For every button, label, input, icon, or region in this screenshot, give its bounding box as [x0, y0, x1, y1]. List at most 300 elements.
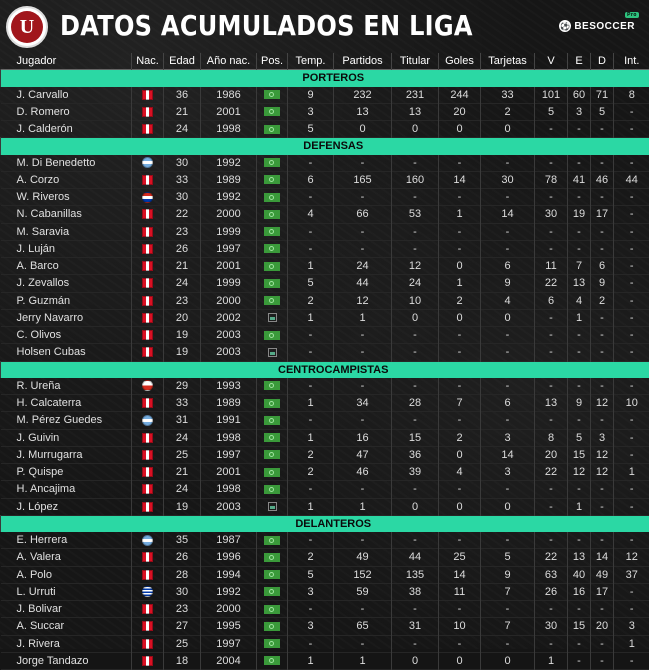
peru-flag-icon: [142, 107, 153, 117]
position-icon: [264, 570, 280, 579]
position-icon: [264, 605, 280, 614]
player-name: R. Ureña: [1, 378, 132, 395]
argentina-flag-icon: [142, 535, 153, 546]
tarjetas-cell: -: [481, 240, 535, 257]
player-name: A. Succar: [1, 618, 132, 635]
nationality-cell: [132, 446, 164, 463]
peru-flag-icon: [142, 90, 153, 100]
partidos-cell: 65: [334, 618, 392, 635]
peru-flag-icon: [142, 570, 153, 580]
age-cell: 30: [164, 189, 201, 206]
peru-flag-icon: [142, 330, 153, 340]
nationality-cell: [132, 412, 164, 429]
d-cell: 9: [591, 275, 614, 292]
partidos-cell: 1: [334, 309, 392, 326]
titular-cell: -: [392, 481, 439, 498]
partidos-cell: 232: [334, 87, 392, 104]
e-cell: 19: [568, 206, 591, 223]
v-cell: -: [535, 378, 568, 395]
stats-table: [0, 53, 649, 670]
table-row: [1, 327, 649, 344]
partidos-cell: -: [334, 601, 392, 618]
partidos-cell: 49: [334, 549, 392, 566]
e-cell: -: [568, 155, 591, 172]
argentina-flag-icon: [142, 157, 153, 168]
nationality-cell: [132, 103, 164, 120]
broken-image-icon: [268, 313, 277, 322]
d-cell: -: [591, 601, 614, 618]
temp-cell: -: [288, 344, 334, 361]
v-cell: -: [535, 155, 568, 172]
position-cell: [257, 171, 288, 188]
v-cell: 78: [535, 171, 568, 188]
tarjetas-cell: 30: [481, 171, 535, 188]
e-cell: -: [568, 240, 591, 257]
int-cell: -: [614, 309, 649, 326]
nationality-cell: [132, 189, 164, 206]
age-cell: 21: [164, 103, 201, 120]
titular-cell: 53: [392, 206, 439, 223]
e-cell: 13: [568, 549, 591, 566]
position-cell: [257, 258, 288, 275]
birth-year-cell: 1997: [201, 635, 257, 652]
position-icon: [264, 90, 280, 99]
nationality-cell: [132, 429, 164, 446]
player-name: J. Rivera: [1, 635, 132, 652]
age-cell: 27: [164, 618, 201, 635]
d-cell: 12: [591, 464, 614, 481]
nationality-cell: [132, 206, 164, 223]
e-cell: -: [568, 189, 591, 206]
position-cell: [257, 309, 288, 326]
position-icon: [264, 468, 280, 477]
titular-cell: 0: [392, 498, 439, 515]
col-jugador: Jugador: [1, 53, 132, 70]
section-title: DEFENSAS: [1, 138, 649, 155]
titular-cell: 28: [392, 395, 439, 412]
v-cell: -: [535, 532, 568, 549]
int-cell: 1: [614, 635, 649, 652]
int-cell: -: [614, 652, 649, 669]
titular-cell: 39: [392, 464, 439, 481]
int-cell: 10: [614, 395, 649, 412]
table-row: [1, 171, 649, 188]
peru-flag-icon: [142, 398, 153, 408]
titular-cell: 231: [392, 87, 439, 104]
birth-year-cell: 2001: [201, 464, 257, 481]
v-cell: 22: [535, 464, 568, 481]
temp-cell: -: [288, 327, 334, 344]
position-cell: [257, 189, 288, 206]
temp-cell: 2: [288, 464, 334, 481]
player-name: H. Calcaterra: [1, 395, 132, 412]
goles-cell: 0: [439, 498, 481, 515]
temp-cell: 6: [288, 171, 334, 188]
position-icon: [264, 210, 280, 219]
tarjetas-cell: 3: [481, 429, 535, 446]
player-name: Jerry Navarro: [1, 309, 132, 326]
int-cell: -: [614, 327, 649, 344]
temp-cell: 9: [288, 87, 334, 104]
table-row: [1, 464, 649, 481]
peru-flag-icon: [142, 296, 153, 306]
titular-cell: 44: [392, 549, 439, 566]
tarjetas-cell: -: [481, 412, 535, 429]
col-nac: Nac.: [132, 53, 164, 70]
e-cell: 1: [568, 498, 591, 515]
tarjetas-cell: 0: [481, 309, 535, 326]
table-row: [1, 412, 649, 429]
v-cell: 22: [535, 549, 568, 566]
player-name: A. Polo: [1, 566, 132, 583]
peru-flag-icon: [142, 433, 153, 443]
table-row: [1, 292, 649, 309]
birth-year-cell: 2004: [201, 652, 257, 669]
table-row: [1, 583, 649, 600]
header: [0, 0, 649, 54]
temp-cell: 5: [288, 121, 334, 138]
goles-cell: 10: [439, 618, 481, 635]
nationality-cell: [132, 618, 164, 635]
position-cell: [257, 87, 288, 104]
birth-year-cell: 1995: [201, 618, 257, 635]
tarjetas-cell: -: [481, 601, 535, 618]
section-title: DELANTEROS: [1, 515, 649, 532]
birth-year-cell: 2000: [201, 206, 257, 223]
e-cell: 5: [568, 429, 591, 446]
nationality-cell: [132, 378, 164, 395]
age-cell: 25: [164, 635, 201, 652]
goles-cell: -: [439, 327, 481, 344]
brand-tag: Pro: [625, 12, 639, 18]
position-icon: [264, 158, 280, 167]
player-name: J. Bolivar: [1, 601, 132, 618]
nationality-cell: [132, 327, 164, 344]
goles-cell: -: [439, 189, 481, 206]
table-row: [1, 309, 649, 326]
tarjetas-cell: 9: [481, 275, 535, 292]
tarjetas-cell: 6: [481, 395, 535, 412]
birth-year-cell: 1992: [201, 583, 257, 600]
v-cell: -: [535, 635, 568, 652]
birth-year-cell: 2001: [201, 258, 257, 275]
section-header-defensas: [1, 138, 649, 155]
v-cell: -: [535, 240, 568, 257]
goles-cell: 0: [439, 446, 481, 463]
int-cell: -: [614, 481, 649, 498]
position-icon: [264, 450, 280, 459]
d-cell: -: [591, 532, 614, 549]
v-cell: 26: [535, 583, 568, 600]
tarjetas-cell: 14: [481, 206, 535, 223]
partidos-cell: -: [334, 378, 392, 395]
e-cell: 15: [568, 446, 591, 463]
temp-cell: -: [288, 223, 334, 240]
int-cell: -: [614, 446, 649, 463]
table-row: [1, 635, 649, 652]
tarjetas-cell: -: [481, 155, 535, 172]
v-cell: -: [535, 189, 568, 206]
d-cell: -: [591, 240, 614, 257]
nationality-cell: [132, 309, 164, 326]
section-header-centrocampistas: [1, 361, 649, 378]
v-cell: 5: [535, 103, 568, 120]
age-cell: 33: [164, 395, 201, 412]
goles-cell: -: [439, 344, 481, 361]
birth-year-cell: 2003: [201, 498, 257, 515]
d-cell: 5: [591, 103, 614, 120]
tarjetas-cell: 3: [481, 464, 535, 481]
position-icon: [264, 279, 280, 288]
nationality-cell: [132, 121, 164, 138]
tarjetas-cell: 7: [481, 583, 535, 600]
titular-cell: 135: [392, 566, 439, 583]
goles-cell: -: [439, 240, 481, 257]
temp-cell: 1: [288, 258, 334, 275]
partidos-cell: 152: [334, 566, 392, 583]
player-name: J. Luján: [1, 240, 132, 257]
uruguay-flag-icon: [142, 586, 153, 597]
d-cell: 17: [591, 583, 614, 600]
e-cell: 4: [568, 292, 591, 309]
player-name: N. Cabanillas: [1, 206, 132, 223]
table-row: [1, 618, 649, 635]
titular-cell: 12: [392, 258, 439, 275]
temp-cell: 1: [288, 429, 334, 446]
position-cell: [257, 240, 288, 257]
d-cell: -: [591, 327, 614, 344]
int-cell: 12: [614, 549, 649, 566]
position-icon: [264, 296, 280, 305]
d-cell: 12: [591, 395, 614, 412]
partidos-cell: 47: [334, 446, 392, 463]
nationality-cell: [132, 171, 164, 188]
d-cell: -: [591, 223, 614, 240]
goles-cell: 20: [439, 103, 481, 120]
peru-flag-icon: [142, 209, 153, 219]
d-cell: 17: [591, 206, 614, 223]
position-icon: [264, 331, 280, 340]
birth-year-cell: 1987: [201, 532, 257, 549]
position-cell: [257, 155, 288, 172]
temp-cell: 2: [288, 292, 334, 309]
age-cell: 25: [164, 446, 201, 463]
int-cell: 44: [614, 171, 649, 188]
d-cell: -: [591, 344, 614, 361]
player-name: J. Calderón: [1, 121, 132, 138]
titular-cell: 0: [392, 309, 439, 326]
position-cell: [257, 652, 288, 669]
player-name: L. Urruti: [1, 583, 132, 600]
titular-cell: 36: [392, 446, 439, 463]
v-cell: 20: [535, 446, 568, 463]
goles-cell: 0: [439, 309, 481, 326]
titular-cell: 0: [392, 652, 439, 669]
tarjetas-cell: -: [481, 344, 535, 361]
d-cell: 6: [591, 258, 614, 275]
peru-flag-icon: [142, 347, 153, 357]
nationality-cell: [132, 223, 164, 240]
titular-cell: 31: [392, 618, 439, 635]
birth-year-cell: 2000: [201, 601, 257, 618]
nationality-cell: [132, 652, 164, 669]
peru-flag-icon: [142, 227, 153, 237]
col-v: V: [535, 53, 568, 70]
goles-cell: 25: [439, 549, 481, 566]
temp-cell: 1: [288, 498, 334, 515]
titular-cell: -: [392, 223, 439, 240]
temp-cell: -: [288, 155, 334, 172]
position-icon: [264, 244, 280, 253]
partidos-cell: 0: [334, 121, 392, 138]
club-logo: [6, 6, 48, 48]
goles-cell: -: [439, 155, 481, 172]
position-cell: [257, 481, 288, 498]
e-cell: 1: [568, 309, 591, 326]
nationality-cell: [132, 601, 164, 618]
birth-year-cell: 1998: [201, 121, 257, 138]
peru-flag-icon: [142, 467, 153, 477]
d-cell: 71: [591, 87, 614, 104]
position-icon: [264, 227, 280, 236]
titular-cell: -: [392, 327, 439, 344]
tarjetas-cell: -: [481, 481, 535, 498]
player-name: J. Guivin: [1, 429, 132, 446]
e-cell: -: [568, 327, 591, 344]
age-cell: 24: [164, 121, 201, 138]
partidos-cell: -: [334, 635, 392, 652]
goles-cell: 0: [439, 258, 481, 275]
nationality-cell: [132, 258, 164, 275]
goles-cell: 2: [439, 429, 481, 446]
titular-cell: -: [392, 189, 439, 206]
peru-flag-icon: [142, 604, 153, 614]
peru-flag-icon: [142, 261, 153, 271]
nationality-cell: [132, 532, 164, 549]
titular-cell: -: [392, 344, 439, 361]
position-cell: [257, 566, 288, 583]
e-cell: 7: [568, 258, 591, 275]
temp-cell: -: [288, 481, 334, 498]
player-name: H. Ancajima: [1, 481, 132, 498]
position-icon: [264, 193, 280, 202]
int-cell: 8: [614, 87, 649, 104]
partidos-cell: -: [334, 155, 392, 172]
v-cell: 11: [535, 258, 568, 275]
section-header-delanteros: [1, 515, 649, 532]
position-icon: [264, 262, 280, 271]
table-row: [1, 240, 649, 257]
d-cell: 3: [591, 429, 614, 446]
table-row: [1, 206, 649, 223]
v-cell: 101: [535, 87, 568, 104]
d-cell: -: [591, 481, 614, 498]
position-cell: [257, 412, 288, 429]
int-cell: -: [614, 155, 649, 172]
nationality-cell: [132, 498, 164, 515]
peru-flag-icon: [142, 656, 153, 666]
e-cell: -: [568, 344, 591, 361]
int-cell: -: [614, 223, 649, 240]
section-header-porteros: [1, 70, 649, 87]
partidos-cell: 12: [334, 292, 392, 309]
player-name: D. Romero: [1, 103, 132, 120]
titular-cell: 0: [392, 121, 439, 138]
age-cell: 36: [164, 87, 201, 104]
int-cell: -: [614, 601, 649, 618]
partidos-cell: 24: [334, 258, 392, 275]
table-row: [1, 378, 649, 395]
temp-cell: 1: [288, 309, 334, 326]
tarjetas-cell: 4: [481, 292, 535, 309]
birth-year-cell: 1991: [201, 412, 257, 429]
peru-flag-icon: [142, 175, 153, 185]
col-d: D: [591, 53, 614, 70]
e-cell: 40: [568, 566, 591, 583]
broken-image-icon: [268, 502, 277, 511]
position-cell: [257, 532, 288, 549]
tarjetas-cell: -: [481, 189, 535, 206]
argentina-flag-icon: [142, 415, 153, 426]
d-cell: 49: [591, 566, 614, 583]
goles-cell: -: [439, 601, 481, 618]
birth-year-cell: 1999: [201, 223, 257, 240]
position-cell: [257, 395, 288, 412]
goles-cell: 2: [439, 292, 481, 309]
player-name: A. Barco: [1, 258, 132, 275]
d-cell: 46: [591, 171, 614, 188]
col-e: E: [568, 53, 591, 70]
birth-year-cell: 2000: [201, 292, 257, 309]
int-cell: -: [614, 103, 649, 120]
table-row: [1, 566, 649, 583]
tarjetas-cell: 33: [481, 87, 535, 104]
partidos-cell: -: [334, 240, 392, 257]
int-cell: 37: [614, 566, 649, 583]
nationality-cell: [132, 566, 164, 583]
position-icon: [264, 587, 280, 596]
table-row: [1, 189, 649, 206]
peru-flag-icon: [142, 124, 153, 134]
partidos-cell: -: [334, 481, 392, 498]
tarjetas-cell: -: [481, 635, 535, 652]
table-row: [1, 446, 649, 463]
age-cell: 30: [164, 155, 201, 172]
temp-cell: 1: [288, 652, 334, 669]
titular-cell: 10: [392, 292, 439, 309]
v-cell: 8: [535, 429, 568, 446]
age-cell: 18: [164, 652, 201, 669]
table-row: [1, 344, 649, 361]
table-row: [1, 155, 649, 172]
table-row: [1, 258, 649, 275]
goles-cell: -: [439, 378, 481, 395]
table-row: [1, 429, 649, 446]
e-cell: -: [568, 532, 591, 549]
tarjetas-cell: -: [481, 532, 535, 549]
partidos-cell: 44: [334, 275, 392, 292]
d-cell: -: [591, 309, 614, 326]
tarjetas-cell: 6: [481, 258, 535, 275]
int-cell: -: [614, 292, 649, 309]
partidos-cell: 1: [334, 498, 392, 515]
v-cell: -: [535, 412, 568, 429]
temp-cell: 1: [288, 395, 334, 412]
tarjetas-cell: -: [481, 378, 535, 395]
temp-cell: 3: [288, 583, 334, 600]
player-name: P. Quispe: [1, 464, 132, 481]
temp-cell: 3: [288, 103, 334, 120]
